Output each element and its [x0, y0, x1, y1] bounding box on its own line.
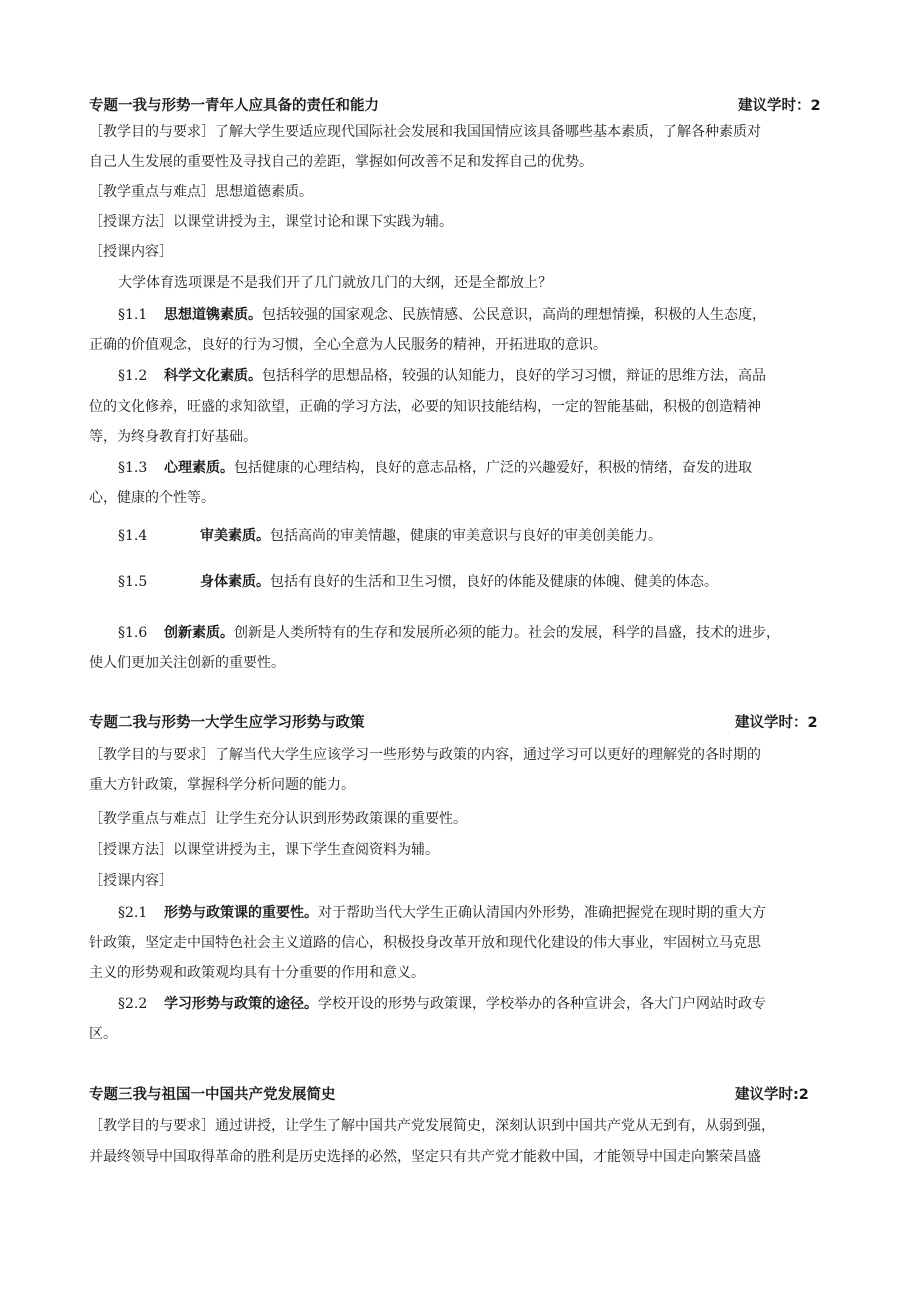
topic1-method: ［授课方法］以课堂讲授为主，课堂讨论和课下实践为辅。 — [89, 214, 453, 230]
topic2-objective-line1: ［教学目的与要求］了解当代大学生应该学习一些形势与政策的内容，通过学习可以更好的理解党的各时期的 — [89, 747, 761, 763]
topic3-objective-line1: ［教学目的与要求］通过讲授，让学生了解中国共产党发展简史，深刻认识到中国共产党从无到有，从弱到强， — [89, 1118, 775, 1134]
topic1-hours: 建议学时：2 — [738, 98, 821, 114]
section-title: 科学文化素质。 — [164, 368, 262, 384]
section-number: §1.4 — [118, 528, 148, 544]
section-2-1 — [118, 903, 766, 923]
topic2-objective-line2: 重大方针政策，掌握科学分析问题的能力。 — [89, 777, 355, 793]
section-2-1-line3: 主义的形势观和政策观均具有十分重要的作用和意义。 — [89, 965, 425, 981]
section-title: 形势与政策课的重要性。 — [164, 905, 318, 921]
section-title: 身体素质。 — [200, 574, 270, 590]
topic1-title: 专题一我与形势一青年人应具备的责任和能力 — [89, 98, 379, 114]
section-1-6 — [118, 623, 780, 643]
section-text: 对于帮助当代大学生正确认清国内外形势，准确把握党在现时期的重大方 — [318, 905, 766, 921]
topic3-objective-line2: 并最终领导中国取得革命的胜利是历史选择的必然，坚定只有共产党才能救中国，才能领导中国走向繁荣昌盛 — [89, 1149, 761, 1165]
section-1-2 — [118, 366, 766, 386]
section-title: 创新素质。 — [164, 625, 234, 641]
topic1-intro: 大学体育选项课是不是我们开了几门就放几门的大纲，还是全都放上？ — [118, 275, 552, 291]
topic1-objective-line1: ［教学目的与要求］了解大学生要适应现代国际社会发展和我国国情应该具备哪些基本素质，了解各种素质对 — [89, 124, 761, 140]
section-number: §1.1 — [118, 307, 148, 323]
section-text: 包括科学的思想品格，较强的认知能力，良好的学习习惯，辩证的思维方法，高品 — [262, 368, 766, 384]
topic2-title: 专题二我与形势一大学生应学习形势与政策 — [89, 715, 365, 731]
section-number: §1.3 — [118, 460, 148, 476]
section-1-3-line2: 心，健康的个性等。 — [89, 490, 215, 506]
topic1-objective-line2: 自己人生发展的重要性及寻找自己的差距，掌握如何改善不足和发挥自己的优势。 — [89, 154, 593, 170]
section-number: §2.1 — [118, 905, 148, 921]
topic2-hours: 建议学时：2 — [735, 715, 818, 731]
section-title: 学习形势与政策的途径。 — [164, 996, 318, 1012]
section-text: 包括有良好的生活和卫生习惯，良好的体能及健康的体魄、健美的体态。 — [270, 574, 718, 590]
section-1-5 — [118, 572, 718, 592]
topic3-hours: 建议学时:2 — [735, 1087, 809, 1103]
topic1-key-points: ［教学重点与难点］思想道德素质。 — [89, 184, 313, 200]
section-2-1-line2: 针政策，坚定走中国特色社会主义道路的信心，积极投身改革开放和现代化建设的伟大事业，牢固树立马克思 — [89, 935, 761, 951]
section-1-6-line2: 使人们更加关注创新的重要性。 — [89, 655, 285, 671]
section-text: 包括健康的心理结构，良好的意志品格，广泛的兴趣爱好，积极的情绪，奋发的进取 — [234, 460, 752, 476]
section-2-2-line2: 区。 — [89, 1026, 117, 1042]
topic1-content-label: ［授课内容］ — [89, 244, 173, 260]
section-number: §1.6 — [118, 625, 148, 641]
section-text: 创新是人类所特有的生存和发展所必须的能力。社会的发展，科学的昌盛，技术的进步， — [234, 625, 780, 641]
topic3-title: 专题三我与祖国一中国共产党发展简史 — [89, 1087, 336, 1103]
topic2-method: ［授课方法］以课堂讲授为主，课下学生查阅资料为辅。 — [89, 842, 439, 858]
section-title: 思想道镌素质。 — [164, 307, 262, 323]
section-text: 学校开设的形势与政策课，学校举办的各种宣讲会，各大门户网站时政专 — [318, 996, 766, 1012]
section-1-4 — [118, 526, 662, 546]
topic2-key-points: ［教学重点与难点］让学生充分认识到形势政策课的重要性。 — [89, 811, 467, 827]
section-1-2-line3: 等，为终身教育打好基础。 — [89, 429, 257, 445]
section-title: 心理素质。 — [164, 460, 234, 476]
section-number: §1.5 — [118, 574, 148, 590]
section-1-1-line2: 正确的价值观念，良好的行为习惯，全心全意为人民服务的精神，开拓进取的意识。 — [89, 337, 607, 353]
section-1-2-line2: 位的文化修养，旺盛的求知欲望，正确的学习方法，必要的知识技能结构，一定的智能基础，积极的创造精神 — [89, 399, 761, 415]
section-text: 包括高尚的审美情趣，健康的审美意识与良好的审美创美能力。 — [270, 528, 662, 544]
section-2-2 — [118, 994, 766, 1014]
section-number: §1.2 — [118, 368, 148, 384]
section-text: 包括较强的国家观念、民族情感、公民意识，高尚的理想情操，积极的人生态度， — [262, 307, 766, 323]
topic2-content-label: ［授课内容］ — [89, 873, 173, 889]
section-1-3 — [118, 458, 752, 478]
section-1-1 — [118, 305, 766, 325]
section-title: 审美素质。 — [200, 528, 270, 544]
section-number: §2.2 — [118, 996, 148, 1012]
